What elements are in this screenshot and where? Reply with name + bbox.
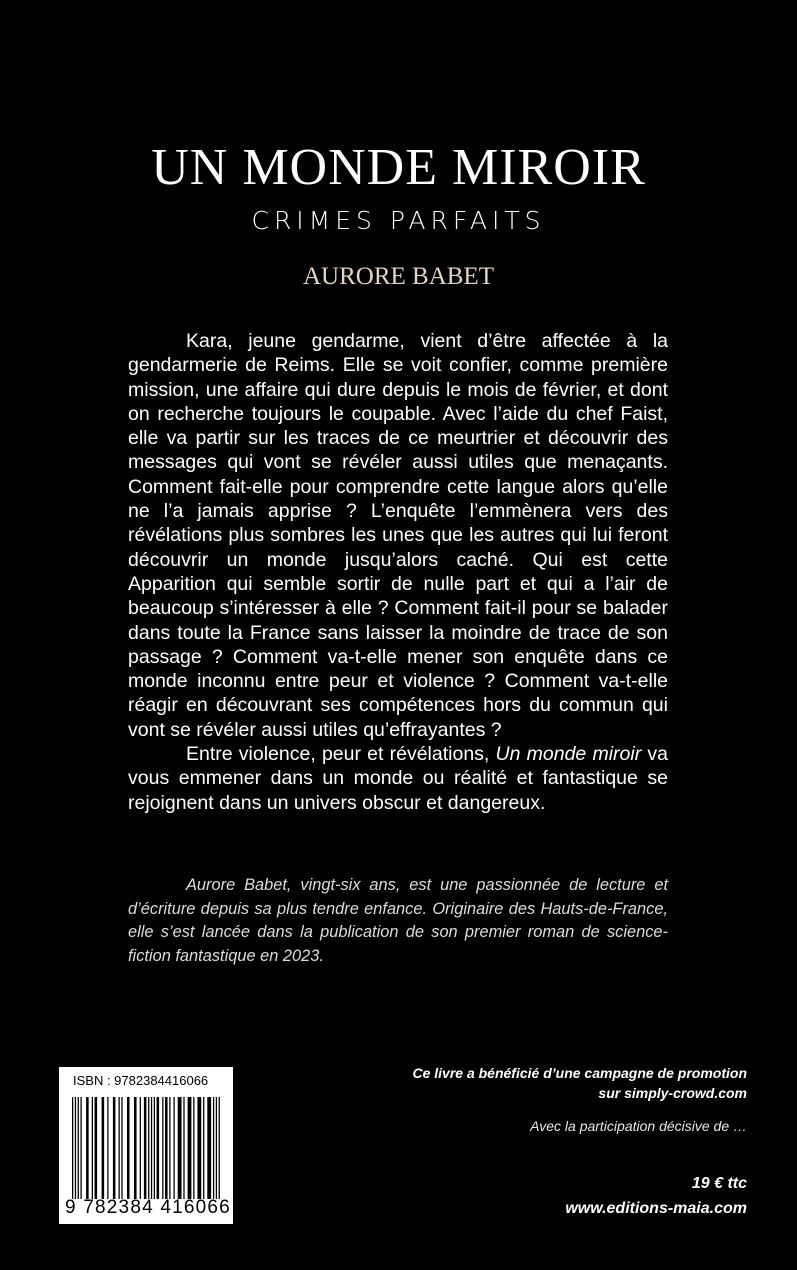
barcode-bar	[72, 1097, 73, 1199]
promo-website: sur simply-crowd.com	[598, 1085, 747, 1101]
barcode-bar	[178, 1097, 182, 1199]
barcode-bar	[165, 1097, 168, 1199]
barcode-bar	[219, 1097, 220, 1199]
barcode-bar	[183, 1097, 184, 1199]
barcode-bars	[72, 1097, 220, 1199]
barcode-bar	[169, 1097, 170, 1199]
barcode-bar	[151, 1097, 152, 1199]
barcode-bar	[162, 1097, 163, 1199]
barcode-bar	[193, 1097, 194, 1199]
author-bio: Aurore Babet, vingt-six ans, est une passionnée de lecture et d’écriture depuis sa plus tendre enfance. Originaire des Hauts-de-France, elle s’est lancée dans la publication de son premier roman de science-fiction fantastique en 2023.	[128, 876, 668, 965]
barcode-bar	[154, 1097, 155, 1199]
barcode-bar	[80, 1097, 81, 1199]
barcode-digits: 9 782384 416066	[65, 1197, 231, 1218]
book-title: UN MONDE MIROIR	[151, 139, 646, 196]
author-name: AURORE BABET	[303, 263, 494, 290]
barcode-bar	[107, 1097, 108, 1199]
isbn-barcode	[59, 1067, 233, 1224]
synopsis-paragraph-2	[128, 742, 668, 815]
barcode-bar	[92, 1097, 93, 1199]
barcode-bar	[119, 1097, 120, 1199]
barcode-bar	[197, 1097, 201, 1199]
barcode-bar	[113, 1097, 116, 1199]
price: 19 € ttc	[691, 1175, 747, 1192]
barcode-bar	[140, 1097, 141, 1199]
barcode-bar	[78, 1097, 79, 1199]
publisher-website: www.editions-maia.com	[565, 1200, 747, 1217]
barcode-bar	[127, 1097, 130, 1199]
barcode-bar	[157, 1097, 160, 1199]
book-subtitle: CRIMES PARFAITS	[251, 206, 546, 235]
participation-text: Avec la participation décisive de …	[530, 1118, 747, 1134]
barcode-bar	[75, 1097, 76, 1199]
isbn-label: ISBN : 9782384416066	[73, 1073, 209, 1088]
barcode-bar	[121, 1097, 122, 1199]
synopsis-text: va vous emmener dans un monde ou réalité et fantastique se rejoignent dans un univers obscur et dangereux.	[128, 743, 668, 814]
barcode-bar	[144, 1097, 147, 1199]
promo-text: Ce livre a bénéficié d’une campagne de promotion	[412, 1065, 747, 1081]
barcode-bar	[216, 1097, 217, 1199]
synopsis	[128, 329, 668, 815]
barcode-bar	[148, 1097, 149, 1199]
barcode-bar	[188, 1097, 192, 1199]
barcode-bar	[203, 1097, 204, 1199]
barcode-bar	[213, 1097, 214, 1199]
synopsis-paragraph-1: Kara, jeune gendarme, vient d’être affectée à la gendarmerie de Reims. Elle se voit confier, comme première mission, une affaire qui dure depuis le mois de février, et dont on recherche toujours le coupable. Avec l’aide du chef Faist, elle va partir sur les traces de ce meurtrier et découvrir des messages qui vont se révéler aussi utiles que menaçants. Comment fait-elle pour comprendre cette langue alors qu’elle ne l’a jamais apprise ? L’enquête l’emmènera vers des révélations plus sombres les unes que les autres qui lui feront découvrir un monde jusqu’alors caché. Qui est cette Apparition qui semble sortir de nulle part et qui a l’air de beaucoup s’intéresser à elle ? Comment fait-il pour se balader dans toute la France sans laisser la moindre de trace de son passage ? Comment va-t-elle mener son enquête dans ce monde inconnu entre peur et violence ? Comment va-t-elle réagir en découvrant ses compétences hors du commun qui vont se révéler aussi utiles qu’effrayantes ?	[128, 330, 668, 741]
barcode-bar	[134, 1097, 137, 1199]
barcode-bar	[102, 1097, 105, 1199]
barcode-bar	[95, 1097, 98, 1199]
book-title-italic: Un monde miroir	[495, 743, 642, 766]
barcode-bar	[173, 1097, 174, 1199]
barcode-bar	[207, 1097, 211, 1199]
synopsis-text: Entre violence, peur et révélations,	[186, 743, 496, 766]
barcode-bar	[86, 1097, 89, 1199]
